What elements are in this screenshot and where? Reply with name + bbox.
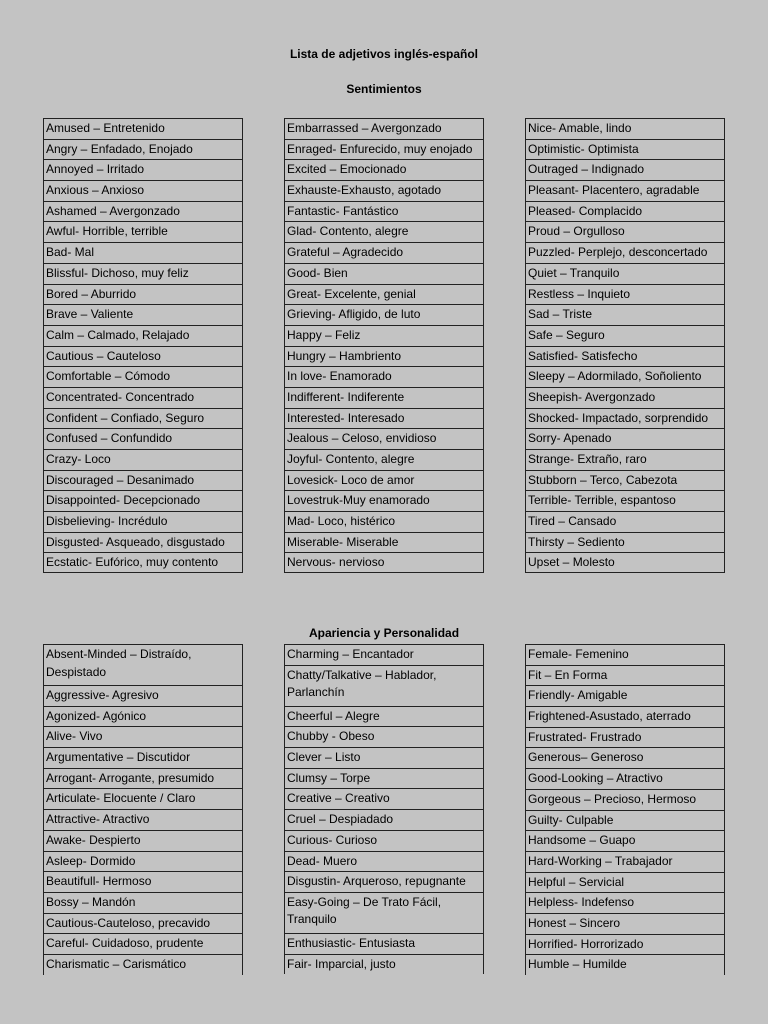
section-heading-sentimientos: Sentimientos — [346, 82, 422, 96]
table-cell: Beautifull- Hermoso — [44, 871, 242, 892]
table-cell: Sad – Triste — [526, 304, 724, 325]
table-cell: Hard-Working – Trabajador — [526, 851, 724, 872]
table-cell: Crazy- Loco — [44, 449, 242, 470]
table-cell: Cautious-Cauteloso, precavido — [44, 913, 242, 934]
table-cell: Fantastic- Fantástico — [285, 201, 483, 222]
section-heading-apariencia: Apariencia y Personalidad — [308, 626, 460, 640]
table-cell: Horrified- Horrorizado — [526, 934, 724, 955]
table-cell: Outraged – Indignado — [526, 159, 724, 180]
table-cell: Fit – En Forma — [526, 665, 724, 686]
table-cell: Embarrassed – Avergonzado — [285, 118, 483, 139]
table-cell: Shocked- Impactado, sorprendido — [526, 408, 724, 429]
table-cell: Honest – Sincero — [526, 913, 724, 934]
table-cell: Happy – Feliz — [285, 325, 483, 346]
table-cell: Agonized- Agónico — [44, 706, 242, 727]
table-cell: Confused – Confundido — [44, 428, 242, 449]
table-cell: Terrible- Terrible, espantoso — [526, 490, 724, 511]
table-cell: Articulate- Elocuente / Claro — [44, 788, 242, 809]
table-cell: Pleasant- Placentero, agradable — [526, 180, 724, 201]
table-cell: Safe – Seguro — [526, 325, 724, 346]
table-cell: Frustrated- Frustrado — [526, 727, 724, 748]
table-cell: Cautious – Cauteloso — [44, 346, 242, 367]
table-cell: Awake- Despierto — [44, 830, 242, 851]
table-cell: Exhauste-Exhausto, agotado — [285, 180, 483, 201]
table-cell: Alive- Vivo — [44, 726, 242, 747]
table-cell: Pleased- Complacido — [526, 201, 724, 222]
table-cell: Frightened-Asustado, aterrado — [526, 706, 724, 727]
table-cell: Fair- Imparcial, justo — [285, 954, 483, 975]
table-cell: Bored – Aburrido — [44, 284, 242, 305]
table-cell: Restless – Inquieto — [526, 284, 724, 305]
table-cell: Good-Looking – Atractivo — [526, 768, 724, 789]
table-sentimientos-col-2 — [284, 118, 484, 573]
table-sentimientos-col-3 — [525, 118, 725, 573]
table-apariencia-col-1 — [43, 644, 243, 975]
table-cell: Friendly- Amigable — [526, 685, 724, 706]
table-cell: In love- Enamorado — [285, 366, 483, 387]
table-cell: Grateful – Agradecido — [285, 242, 483, 263]
table-cell: Lovestruk-Muy enamorado — [285, 490, 483, 511]
table-cell: Female- Femenino — [526, 644, 724, 665]
table-cell: Sleepy – Adormilado, Soñoliento — [526, 366, 724, 387]
table-cell: Thirsty – Sediento — [526, 532, 724, 553]
table-cell: Comfortable – Cómodo — [44, 366, 242, 387]
table-cell: Lovesick- Loco de amor — [285, 470, 483, 491]
table-cell: Joyful- Contento, alegre — [285, 449, 483, 470]
table-cell: Upset – Molesto — [526, 552, 724, 573]
table-cell: Cruel – Despiadado — [285, 809, 483, 830]
table-cell: Indifferent- Indiferente — [285, 387, 483, 408]
table-cell: Puzzled- Perplejo, desconcertado — [526, 242, 724, 263]
table-cell: Discouraged – Desanimado — [44, 470, 242, 491]
table-cell: Excited – Emocionado — [285, 159, 483, 180]
table-cell: Helpless- Indefenso — [526, 892, 724, 913]
table-cell: Gorgeous – Precioso, Hermoso — [526, 789, 724, 810]
table-cell: Enthusiastic- Entusiasta — [285, 933, 483, 954]
table-cell: Arrogant- Arrogante, presumido — [44, 768, 242, 789]
table-cell: Handsome – Guapo — [526, 830, 724, 851]
table-cell: Amused – Entretenido — [44, 118, 242, 139]
table-cell: Jealous – Celoso, envidioso — [285, 428, 483, 449]
table-cell: Disbelieving- Incrédulo — [44, 511, 242, 532]
table-cell: Ecstatic- Eufórico, muy contento — [44, 552, 242, 573]
document-title: Lista de adjetivos inglés-español — [289, 47, 479, 61]
table-cell: Guilty- Culpable — [526, 810, 724, 831]
table-cell: Clumsy – Torpe — [285, 768, 483, 789]
table-cell: Creative – Creativo — [285, 788, 483, 809]
table-cell: Ashamed – Avergonzado — [44, 201, 242, 222]
table-cell: Confident – Confiado, Seguro — [44, 408, 242, 429]
table-cell: Bossy – Mandón — [44, 892, 242, 913]
table-cell: Stubborn – Terco, Cabezota — [526, 470, 724, 491]
table-cell: Aggressive- Agresivo — [44, 685, 242, 706]
table-cell: Disgusted- Asqueado, disgustado — [44, 532, 242, 553]
table-cell: Charismatic – Carismático — [44, 954, 242, 975]
table-cell: Bad- Mal — [44, 242, 242, 263]
table-cell: Annoyed – Irritado — [44, 159, 242, 180]
table-cell: Brave – Valiente — [44, 304, 242, 325]
table-cell: Chatty/Talkative – Hablador, Parlanchín — [285, 665, 483, 706]
table-cell: Optimistic- Optimista — [526, 139, 724, 160]
table-cell: Concentrated- Concentrado — [44, 387, 242, 408]
table-cell: Disappointed- Decepcionado — [44, 490, 242, 511]
table-cell: Miserable- Miserable — [285, 532, 483, 553]
table-apariencia-col-3 — [525, 644, 725, 975]
table-cell: Argumentative – Discutidor — [44, 747, 242, 768]
table-cell: Interested- Interesado — [285, 408, 483, 429]
table-cell: Cheerful – Alegre — [285, 706, 483, 727]
table-cell: Awful- Horrible, terrible — [44, 221, 242, 242]
table-cell: Sorry- Apenado — [526, 428, 724, 449]
table-cell: Nervous- nervioso — [285, 552, 483, 573]
table-cell: Good- Bien — [285, 263, 483, 284]
table-cell: Nice- Amable, lindo — [526, 118, 724, 139]
table-cell: Proud – Orgulloso — [526, 221, 724, 242]
table-cell: Careful- Cuidadoso, prudente — [44, 933, 242, 954]
table-cell: Chubby - Obeso — [285, 726, 483, 747]
table-cell: Angry – Enfadado, Enojado — [44, 139, 242, 160]
table-cell: Mad- Loco, histérico — [285, 511, 483, 532]
table-cell: Easy-Going – De Trato Fácil, Tranquilo — [285, 892, 483, 933]
table-cell: Blissful- Dichoso, muy feliz — [44, 263, 242, 284]
table-cell: Calm – Calmado, Relajado — [44, 325, 242, 346]
table-cell: Sheepish- Avergonzado — [526, 387, 724, 408]
table-cell: Strange- Extraño, raro — [526, 449, 724, 470]
table-cell: Generous– Generoso — [526, 747, 724, 768]
table-cell: Absent-Minded – Distraído, Despistado — [44, 644, 242, 685]
table-cell: Hungry – Hambriento — [285, 346, 483, 367]
table-cell: Dead- Muero — [285, 851, 483, 872]
table-cell: Tired – Cansado — [526, 511, 724, 532]
table-cell: Curious- Curioso — [285, 830, 483, 851]
table-cell: Satisfied- Satisfecho — [526, 346, 724, 367]
table-cell: Anxious – Anxioso — [44, 180, 242, 201]
table-sentimientos-col-1 — [43, 118, 243, 573]
table-cell: Charming – Encantador — [285, 644, 483, 665]
table-cell: Asleep- Dormido — [44, 851, 242, 872]
table-cell: Grieving- Afligido, de luto — [285, 304, 483, 325]
table-cell: Humble – Humilde — [526, 954, 724, 975]
table-cell: Enraged- Enfurecido, muy enojado — [285, 139, 483, 160]
table-cell: Glad- Contento, alegre — [285, 221, 483, 242]
table-cell: Great- Excelente, genial — [285, 284, 483, 305]
table-cell: Clever – Listo — [285, 747, 483, 768]
table-cell: Disgustin- Arqueroso, repugnante — [285, 871, 483, 892]
table-cell: Attractive- Atractivo — [44, 809, 242, 830]
table-cell: Quiet – Tranquilo — [526, 263, 724, 284]
table-apariencia-col-2 — [284, 644, 484, 974]
table-cell: Helpful – Servicial — [526, 872, 724, 893]
